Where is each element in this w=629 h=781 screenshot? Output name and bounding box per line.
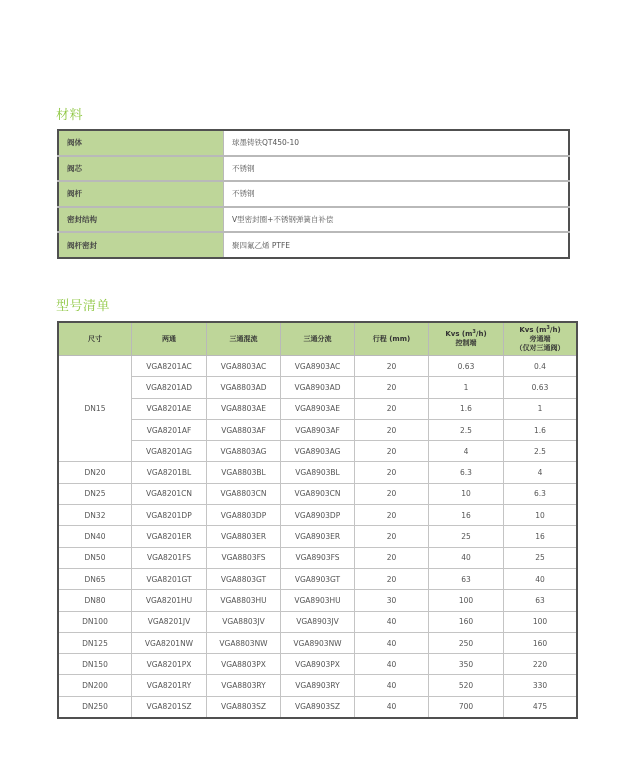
model-two-way: VGA8201FS [132, 547, 207, 568]
header-stroke: 行程 (mm) [355, 322, 429, 356]
material-label: 阀杆密封 [58, 232, 224, 258]
kvs-control-text: Kvs (m [445, 330, 473, 338]
kvs-bypass-value: 1.6 [504, 419, 578, 440]
stroke-value: 20 [355, 526, 429, 547]
model-two-way: VGA8201PX [132, 654, 207, 675]
header-kvs-control [429, 322, 504, 356]
material-row [58, 232, 569, 258]
model-three-way-mix: VGA8803DP [207, 505, 281, 526]
stroke-value: 20 [355, 377, 429, 398]
kvs-control-value: 520 [429, 675, 504, 696]
models-header-row [58, 322, 577, 356]
model-three-way-mix: VGA8803BL [207, 462, 281, 483]
model-three-way-div: VGA8903GT [281, 568, 355, 589]
table-row [58, 611, 577, 632]
stroke-value: 40 [355, 654, 429, 675]
table-row [58, 654, 577, 675]
model-two-way: VGA8201NW [132, 632, 207, 653]
size-cell: DN200 [58, 675, 132, 696]
kvs-control-value: 10 [429, 483, 504, 504]
model-three-way-div: VGA8903AF [281, 419, 355, 440]
size-cell: DN15 [58, 356, 132, 462]
stroke-value: 20 [355, 547, 429, 568]
stroke-value: 20 [355, 568, 429, 589]
kvs-control-text-2: /h) [475, 330, 487, 338]
material-value: 球墨铸铁QT450-10 [224, 130, 570, 156]
stroke-value: 20 [355, 462, 429, 483]
kvs-bypass-value: 25 [504, 547, 578, 568]
model-two-way: VGA8201RY [132, 675, 207, 696]
table-row [58, 419, 577, 440]
material-row [58, 207, 569, 233]
model-three-way-div: VGA8903AC [281, 356, 355, 377]
model-three-way-div: VGA8903SZ [281, 696, 355, 718]
model-two-way: VGA8201JV [132, 611, 207, 632]
size-cell: DN32 [58, 505, 132, 526]
table-row [58, 356, 577, 377]
model-three-way-mix: VGA8803FS [207, 547, 281, 568]
kvs-bypass-value: 4 [504, 462, 578, 483]
models-title: 型号清单 [56, 299, 111, 314]
header-two-way: 两通 [132, 322, 207, 356]
model-three-way-mix: VGA8803PX [207, 654, 281, 675]
model-three-way-div: VGA8903RY [281, 675, 355, 696]
model-three-way-mix: VGA8803AE [207, 398, 281, 419]
kvs-control-value: 4 [429, 441, 504, 462]
stroke-value: 40 [355, 675, 429, 696]
header-kvs-bypass-note: （仅对三通阀） [515, 343, 565, 352]
model-three-way-div: VGA8903PX [281, 654, 355, 675]
size-cell: DN80 [58, 590, 132, 611]
stroke-value: 20 [355, 356, 429, 377]
stroke-value: 20 [355, 398, 429, 419]
stroke-value: 40 [355, 611, 429, 632]
stroke-value: 20 [355, 419, 429, 440]
stroke-value: 20 [355, 483, 429, 504]
material-value: 不锈钢 [224, 156, 570, 182]
materials-title: 材料 [56, 108, 84, 123]
kvs-control-value: 63 [429, 568, 504, 589]
kvs-control-value: 700 [429, 696, 504, 718]
kvs-control-sup: 3 [472, 329, 476, 335]
material-row [58, 181, 569, 207]
models-table [57, 321, 578, 719]
header-size: 尺寸 [58, 322, 132, 356]
model-three-way-div: VGA8903FS [281, 547, 355, 568]
kvs-bypass-value: 63 [504, 590, 578, 611]
header-kvs-bypass-unit [504, 326, 576, 335]
table-row [58, 462, 577, 483]
kvs-control-value: 250 [429, 632, 504, 653]
table-row [58, 398, 577, 419]
table-row [58, 441, 577, 462]
kvs-bypass-value: 10 [504, 505, 578, 526]
table-row [58, 483, 577, 504]
model-three-way-mix: VGA8803JV [207, 611, 281, 632]
kvs-control-value: 1.6 [429, 398, 504, 419]
model-two-way: VGA8201DP [132, 505, 207, 526]
model-two-way: VGA8201AD [132, 377, 207, 398]
model-three-way-div: VGA8903AD [281, 377, 355, 398]
material-label: 密封结构 [58, 207, 224, 233]
material-label: 阀芯 [58, 156, 224, 182]
kvs-bypass-sup: 3 [546, 324, 550, 331]
size-cell: DN125 [58, 632, 132, 653]
size-cell: DN50 [58, 547, 132, 568]
model-three-way-mix: VGA8803NW [207, 632, 281, 653]
size-cell: DN40 [58, 526, 132, 547]
kvs-control-value: 16 [429, 505, 504, 526]
model-two-way: VGA8201AF [132, 419, 207, 440]
stroke-value: 20 [355, 441, 429, 462]
model-three-way-mix: VGA8803AF [207, 419, 281, 440]
size-cell: DN65 [58, 568, 132, 589]
model-three-way-div: VGA8903HU [281, 590, 355, 611]
kvs-control-value: 25 [429, 526, 504, 547]
kvs-control-value: 2.5 [429, 419, 504, 440]
model-three-way-mix: VGA8803AC [207, 356, 281, 377]
model-three-way-div: VGA8903BL [281, 462, 355, 483]
model-three-way-div: VGA8903AG [281, 441, 355, 462]
model-two-way: VGA8201AE [132, 398, 207, 419]
model-two-way: VGA8201AC [132, 356, 207, 377]
model-three-way-div: VGA8903NW [281, 632, 355, 653]
model-three-way-mix: VGA8803GT [207, 568, 281, 589]
size-cell: DN100 [58, 611, 132, 632]
table-row [58, 696, 577, 718]
kvs-control-value: 160 [429, 611, 504, 632]
materials-table [57, 129, 570, 259]
model-two-way: VGA8201AG [132, 441, 207, 462]
size-cell: DN20 [58, 462, 132, 483]
kvs-bypass-text-2: /h) [549, 325, 561, 334]
header-kvs-control-label: 控制端 [455, 339, 477, 347]
size-cell: DN150 [58, 654, 132, 675]
kvs-bypass-value: 160 [504, 632, 578, 653]
table-row [58, 377, 577, 398]
kvs-control-value: 350 [429, 654, 504, 675]
table-row [58, 526, 577, 547]
material-value: V型密封圈+不锈钢弹簧自补偿 [224, 207, 570, 233]
stroke-value: 20 [355, 505, 429, 526]
kvs-control-value: 1 [429, 377, 504, 398]
model-three-way-mix: VGA8803AD [207, 377, 281, 398]
model-two-way: VGA8201HU [132, 590, 207, 611]
kvs-bypass-value: 1 [504, 398, 578, 419]
header-kvs-bypass-label: 旁通端 [529, 334, 551, 343]
table-row [58, 590, 577, 611]
header-three-way-mix: 三通混流 [207, 322, 281, 356]
model-three-way-mix: VGA8803RY [207, 675, 281, 696]
kvs-bypass-value: 0.63 [504, 377, 578, 398]
kvs-bypass-value: 220 [504, 654, 578, 675]
kvs-bypass-value: 0.4 [504, 356, 578, 377]
model-three-way-mix: VGA8803ER [207, 526, 281, 547]
kvs-bypass-value: 6.3 [504, 483, 578, 504]
material-row [58, 156, 569, 182]
size-cell: DN25 [58, 483, 132, 504]
material-value: 不锈钢 [224, 181, 570, 207]
stroke-value: 40 [355, 696, 429, 718]
table-row [58, 568, 577, 589]
material-value: 聚四氟乙烯 PTFE [224, 232, 570, 258]
kvs-bypass-value: 330 [504, 675, 578, 696]
material-label: 阀体 [58, 130, 224, 156]
kvs-bypass-value: 100 [504, 611, 578, 632]
material-row [58, 130, 569, 156]
model-three-way-div: VGA8903AE [281, 398, 355, 419]
kvs-bypass-value: 16 [504, 526, 578, 547]
model-two-way: VGA8201BL [132, 462, 207, 483]
model-three-way-mix: VGA8803HU [207, 590, 281, 611]
model-three-way-div: VGA8903JV [281, 611, 355, 632]
model-three-way-div: VGA8903CN [281, 483, 355, 504]
stroke-value: 30 [355, 590, 429, 611]
model-two-way: VGA8201CN [132, 483, 207, 504]
kvs-control-value: 100 [429, 590, 504, 611]
material-label: 阀杆 [58, 181, 224, 207]
model-two-way: VGA8201SZ [132, 696, 207, 718]
kvs-control-value: 6.3 [429, 462, 504, 483]
header-kvs-control-unit [429, 330, 503, 339]
table-row [58, 547, 577, 568]
kvs-control-value: 0.63 [429, 356, 504, 377]
table-row [58, 632, 577, 653]
kvs-control-value: 40 [429, 547, 504, 568]
header-kvs-bypass [504, 322, 578, 356]
model-three-way-mix: VGA8803AG [207, 441, 281, 462]
model-three-way-div: VGA8903ER [281, 526, 355, 547]
kvs-bypass-text: Kvs (m [519, 325, 547, 334]
table-row [58, 675, 577, 696]
header-three-way-div: 三通分流 [281, 322, 355, 356]
model-three-way-mix: VGA8803SZ [207, 696, 281, 718]
kvs-bypass-value: 475 [532, 702, 548, 712]
model-three-way-div: VGA8903DP [281, 505, 355, 526]
kvs-bypass-value: 2.5 [504, 441, 578, 462]
model-two-way: VGA8201GT [132, 568, 207, 589]
kvs-bypass-value: 40 [504, 568, 578, 589]
model-two-way: VGA8201ER [132, 526, 207, 547]
model-three-way-mix: VGA8803CN [207, 483, 281, 504]
table-row [58, 505, 577, 526]
size-cell: DN250 [58, 696, 132, 718]
stroke-value: 40 [355, 632, 429, 653]
